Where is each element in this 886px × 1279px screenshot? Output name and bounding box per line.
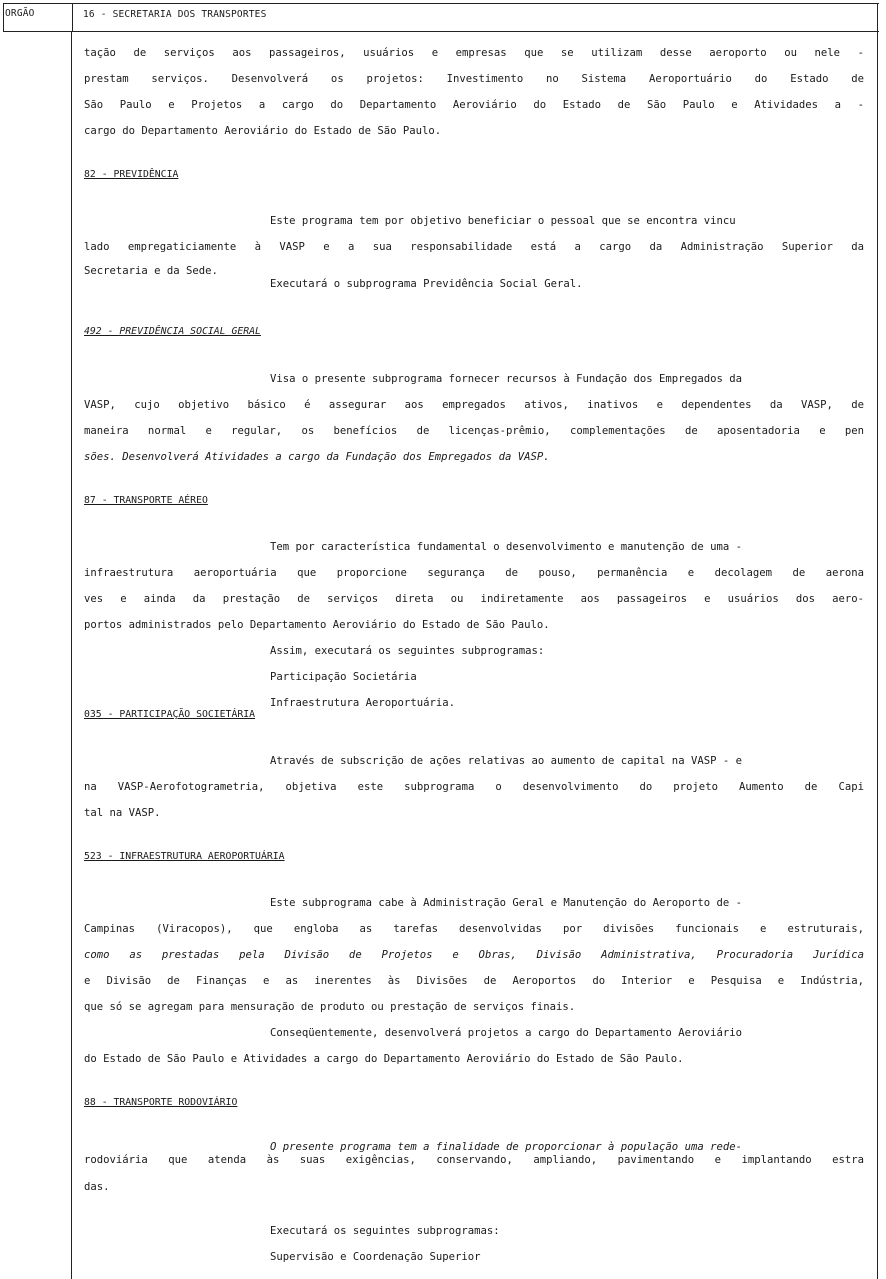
paragraph-line: Secretaria e da Sede. [84, 265, 218, 277]
paragraph-line: do Estado de São Paulo e Atividades a cargo do Departamento Aeroviário do Estado de São Paulo. [84, 1053, 684, 1065]
intro-line: cargo do Departamento Aeroviário do Estado de São Paulo. [84, 125, 442, 137]
intro-line: São Paulo e Projetos a cargo do Departamento Aeroviário do Estado de São Paulo e Atividades a - [84, 99, 864, 111]
paragraph-line: O presente programa tem a finalidade de proporcionar à população uma rede- [270, 1141, 742, 1153]
intro-line: tação de serviços aos passageiros, usuários e empresas que se utilizam desse aeroporto ou nele - [84, 47, 864, 59]
subprogram-item: Supervisão e Coordenação Superior [270, 1251, 481, 1263]
section-heading-participacao: 035 - PARTICIPAÇÃO SOCIETÁRIA [84, 709, 256, 720]
paragraph-line: portos administrados pelo Departamento Aeroviário do Estado de São Paulo. [84, 619, 550, 631]
paragraph-line: infraestrutura aeroportuária que proporcione segurança de pouso, permanência e decolagem de aerona [84, 567, 864, 579]
header-bottom-rule [3, 31, 879, 32]
paragraph-line: Assim, executará os seguintes subprogramas: [270, 645, 545, 657]
paragraph-line: que só se agregam para mensuração de produto ou prestação de serviços finais. [84, 1001, 576, 1013]
subprogram-item: Infraestrutura Aeroportuária. [270, 697, 455, 709]
section-heading-transporte-aereo: 87 - TRANSPORTE AÉREO [84, 495, 208, 506]
left-margin-rule [71, 31, 72, 1279]
paragraph-line: ves e ainda da prestação de serviços direta ou indiretamente aos passageiros e usuários dos aero- [84, 593, 864, 605]
header-secretaria: 16 - SECRETARIA DOS TRANSPORTES [83, 9, 267, 20]
header-orgao-label: ORGÃO [5, 8, 35, 19]
paragraph-line: Este programa tem por objetivo beneficiar o pessoal que se encontra vincu [270, 215, 736, 227]
paragraph-line: Tem por característica fundamental o desenvolvimento e manutenção de uma - [270, 541, 742, 553]
paragraph-line: sões. Desenvolverá Atividades a cargo da Fundação dos Empregados da VASP. [84, 451, 550, 463]
right-margin-rule [877, 3, 878, 1279]
section-heading-infraestrutura: 523 - INFRAESTRUTURA AEROPORTUÁRIA [84, 851, 285, 862]
paragraph-line: e Divisão de Finanças e as inerentes às Divisões de Aeroportos do Interior e Pesquisa e Indústria, [84, 975, 864, 987]
paragraph-line: Executará os seguintes subprogramas: [270, 1225, 500, 1237]
paragraph-line: Executará o subprograma Previdência Social Geral. [270, 278, 583, 290]
section-heading-previdencia: 82 - PREVIDÊNCIA [84, 169, 179, 180]
section-heading-previdencia-social: 492 - PREVIDÊNCIA SOCIAL GERAL [84, 326, 261, 337]
section-heading-rodoviario: 88 - TRANSPORTE RODOVIÁRIO [84, 1097, 238, 1108]
subprogram-item: Participação Societária [270, 671, 417, 683]
paragraph-line: lado empregaticiamente à VASP e a sua responsabilidade está a cargo da Administração Superior da [84, 241, 864, 253]
paragraph-line: rodoviária que atenda às suas exigências, conservando, ampliando, pavimentando e implantando estra [84, 1154, 864, 1166]
paragraph-line: maneira normal e regular, os benefícios de licenças-prêmio, complementações de aposentadoria e pen [84, 425, 864, 437]
paragraph-line: Conseqüentemente, desenvolverá projetos a cargo do Departamento Aeroviário [270, 1027, 742, 1039]
header-top-rule [3, 3, 879, 4]
paragraph-line: Campinas (Viracopos), que engloba as tarefas desenvolvidas por divisões funcionais e estruturais, [84, 923, 864, 935]
paragraph-line: na VASP-Aerofotogrametria, objetiva este subprograma o desenvolvimento do projeto Aumento de Capi [84, 781, 864, 793]
paragraph-line: das. [84, 1181, 110, 1193]
header-divider [72, 3, 73, 32]
paragraph-line: Este subprograma cabe à Administração Geral e Manutenção do Aeroporto de - [270, 897, 742, 909]
paragraph-line: como as prestadas pela Divisão de Projetos e Obras, Divisão Administrativa, Procuradoria Jurídica [84, 949, 864, 961]
paragraph-line: Através de subscrição de ações relativas ao aumento de capital na VASP - e [270, 755, 742, 767]
header-left-border [3, 3, 4, 32]
paragraph-line: tal na VASP. [84, 807, 161, 819]
paragraph-line: Visa o presente subprograma fornecer recursos à Fundação dos Empregados da [270, 373, 742, 385]
paragraph-line: VASP, cujo objetivo básico é assegurar aos empregados ativos, inativos e dependentes da VASP, de [84, 399, 864, 411]
intro-line: prestam serviços. Desenvolverá os projetos: Investimento no Sistema Aeroportuário do Estado de [84, 73, 864, 85]
